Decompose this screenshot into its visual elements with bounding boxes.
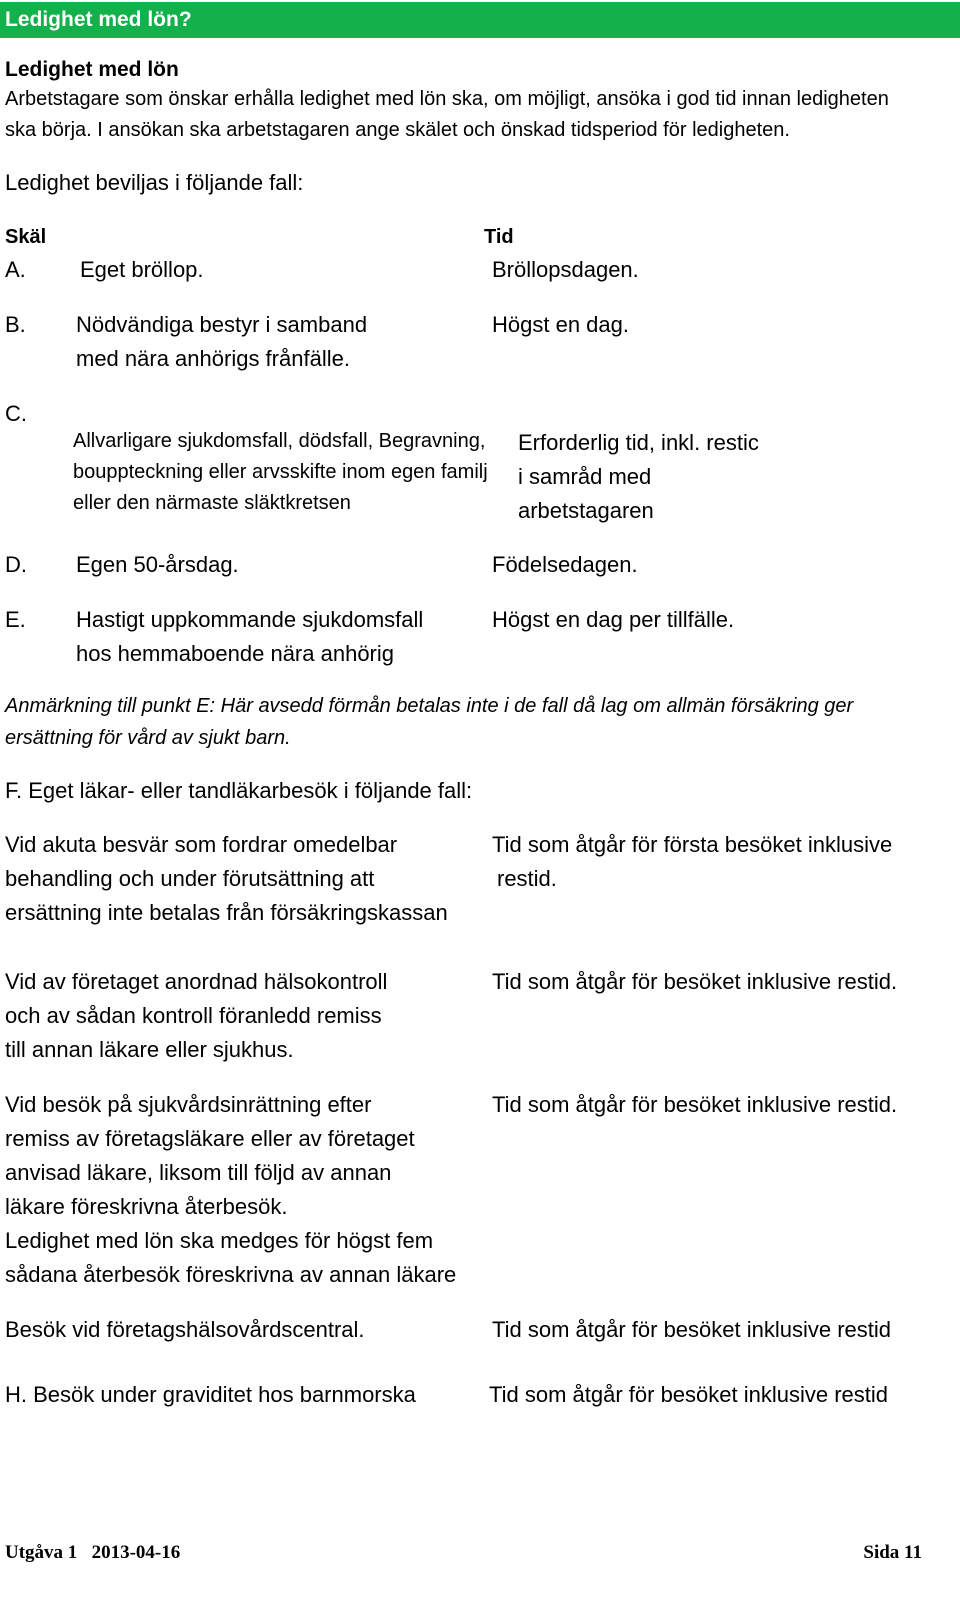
item-e-time: Högst en dag per tillfälle. bbox=[492, 607, 735, 632]
f-row-3-reason-4: läkare föreskrivna återbesök. bbox=[5, 1194, 288, 1219]
column-header-time: Tid bbox=[484, 226, 514, 248]
item-e-reason-2: hos hemmaboende nära anhörig bbox=[76, 641, 395, 666]
item-e-reason-1: Hastigt uppkommande sjukdomsfall bbox=[76, 607, 424, 632]
f-row-3-time: Tid som åtgår för besöket inklusive restid. bbox=[492, 1092, 898, 1117]
section-f-heading: F. Eget läkar- eller tandläkarbesök i följande fall: bbox=[5, 778, 473, 803]
f-row-3-reason-1: Vid besök på sjukvårdsinrättning efter bbox=[5, 1092, 372, 1117]
section-heading: Ledighet med lön bbox=[5, 58, 179, 81]
f-row-1-time-1: Tid som åtgår för första besöket inklusive bbox=[492, 832, 893, 857]
item-c-reason-1: Allvarligare sjukdomsfall, dödsfall, Begravning, bbox=[73, 430, 486, 452]
f-row-2-reason-3: till annan läkare eller sjukhus. bbox=[5, 1037, 294, 1062]
item-a-time: Bröllopsdagen. bbox=[492, 257, 639, 282]
f-row-2-reason-1: Vid av företaget anordnad hälsokontroll bbox=[5, 969, 388, 994]
item-b-reason-1: Nödvändiga bestyr i samband bbox=[76, 312, 368, 337]
footer-edition-label: Utgåva 1 bbox=[5, 1542, 78, 1563]
footer-date: 2013-04-16 bbox=[91, 1542, 181, 1563]
item-h-reason: H. Besök under graviditet hos barnmorska bbox=[5, 1382, 416, 1407]
f-row-2-time: Tid som åtgår för besöket inklusive restid. bbox=[492, 969, 898, 994]
note-line-2: ersättning för vård av sjukt barn. bbox=[5, 727, 291, 749]
item-b-letter: B. bbox=[5, 312, 26, 337]
f-row-1-reason-3: ersättning inte betalas från försäkringskassan bbox=[5, 900, 448, 925]
f-row-3-reason-5: Ledighet med lön ska medges för högst fem bbox=[5, 1228, 434, 1253]
item-d-reason: Egen 50-årsdag. bbox=[76, 552, 239, 577]
f-row-3-reason-3: anvisad läkare, liksom till följd av annan bbox=[5, 1160, 392, 1185]
banner-title: Ledighet med lön? bbox=[5, 8, 192, 31]
item-e-letter: E. bbox=[5, 607, 26, 632]
item-a-letter: A. bbox=[5, 257, 26, 282]
f-row-1-reason-1: Vid akuta besvär som fordrar omedelbar bbox=[5, 832, 398, 857]
item-c-reason-2: bouppteckning eller arvsskifte inom egen familj bbox=[73, 461, 488, 483]
f-row-3-reason-6: sådana återbesök föreskrivna av annan läkare bbox=[5, 1262, 457, 1287]
granted-heading: Ledighet beviljas i följande fall: bbox=[5, 170, 304, 195]
footer-edition bbox=[5, 1542, 180, 1564]
column-header-reason: Skäl bbox=[5, 226, 47, 248]
f-row-3-reason-2: remiss av företagsläkare eller av företaget bbox=[5, 1126, 415, 1151]
item-h-time: Tid som åtgår för besöket inklusive restid bbox=[489, 1382, 889, 1407]
f-row-4-reason: Besök vid företagshälsovårdscentral. bbox=[5, 1317, 365, 1342]
f-row-4-time: Tid som åtgår för besöket inklusive restid bbox=[492, 1317, 892, 1342]
item-d-letter: D. bbox=[5, 552, 27, 577]
item-b-reason-2: med nära anhörigs frånfälle. bbox=[76, 346, 350, 371]
item-c-time-3: arbetstagaren bbox=[518, 498, 654, 523]
item-c-time-1: Erforderlig tid, inkl. restic bbox=[518, 430, 759, 455]
item-c-time-2: i samråd med bbox=[518, 464, 652, 489]
footer-page-number: Sida 11 bbox=[863, 1542, 922, 1563]
f-row-2-reason-2: och av sådan kontroll föranledd remiss bbox=[5, 1003, 382, 1028]
intro-line-2: ska börja. I ansökan ska arbetstagaren ange skälet och önskad tidsperiod för ledigheten. bbox=[5, 119, 790, 141]
item-c-letter: C. bbox=[5, 401, 27, 426]
page-banner bbox=[0, 2, 960, 38]
intro-line-1: Arbetstagare som önskar erhålla ledighet med lön ska, om möjligt, ansöka i god tid innan ledigheten bbox=[5, 88, 889, 110]
f-row-1-time-2: restid. bbox=[497, 866, 557, 891]
item-c-reason-3: eller den närmaste släktkretsen bbox=[73, 492, 351, 514]
note-line-1: Anmärkning till punkt E: Här avsedd förmån betalas inte i de fall då lag om allmän försäkring ger bbox=[5, 695, 854, 717]
item-b-time: Högst en dag. bbox=[492, 312, 629, 337]
item-d-time: Födelsedagen. bbox=[492, 552, 638, 577]
f-row-1-reason-2: behandling och under förutsättning att bbox=[5, 866, 375, 891]
item-a-reason: Eget bröllop. bbox=[80, 257, 204, 282]
